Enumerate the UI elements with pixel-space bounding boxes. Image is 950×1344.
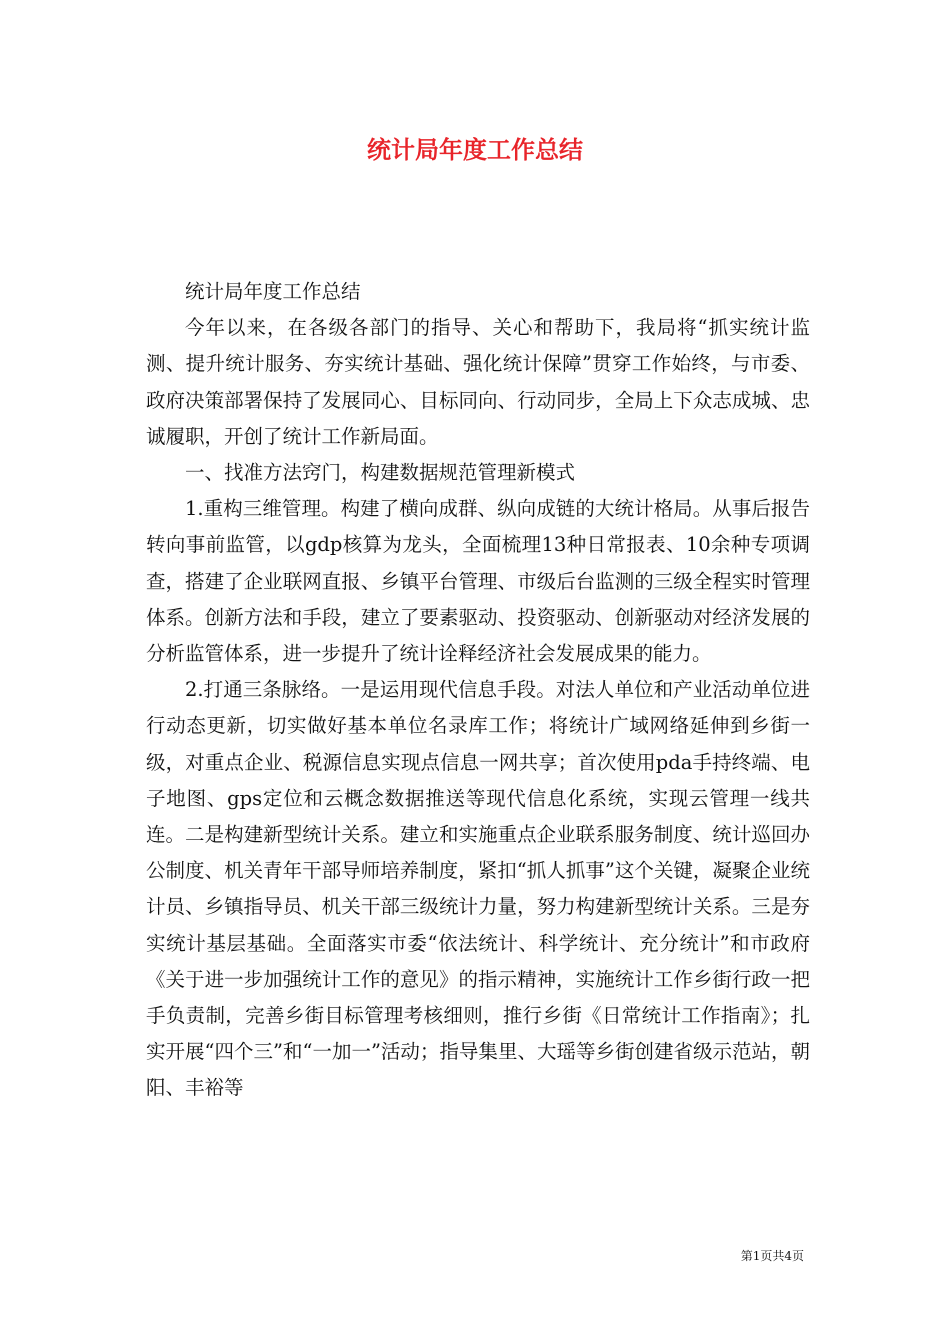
- paragraph-item-1: 1.重构三维管理。构建了横向成群、纵向成链的大统计格局。从事后报告转向事前监管，以gdp核算为龙头，全面梳理13种日常报表、10余种专项调查，搭建了企业联网直报、乡镇平台管理、市级后台监测的三级全程实时管理体系。创新方法和手段，建立了要素驱动、投资驱动、创新驱动对经济发展的分析监管体系，进一步提升了统计诠释经济社会发展成果的能力。: [146, 497, 810, 666]
- page-number: 第1页共4页: [740, 1249, 804, 1263]
- document-title: 统计局年度工作总结: [367, 136, 583, 164]
- section-heading-1: 一、找准方法窍门，构建数据规范管理新模式: [185, 461, 576, 485]
- body-heading: 统计局年度工作总结: [185, 280, 361, 303]
- document-body: [146, 274, 810, 1107]
- paragraph-intro: 今年以来，在各级各部门的指导、关心和帮助下，我局将“抓实统计监测、提升统计服务、夯实统计基础、强化统计保障”贯穿工作始终，与市委、政府决策部署保持了发展同心、目标同向、行动同步，全局上下众志成城、忠诚履职，开创了统计工作新局面。: [146, 316, 810, 448]
- paragraph-item-2: 2.打通三条脉络。一是运用现代信息手段。对法人单位和产业活动单位进行动态更新，切实做好基本单位名录库工作；将统计广域网络延伸到乡街一级，对重点企业、税源信息实现点信息一网共享；首次使用pda手持终端、电子地图、gps定位和云概念数据推送等现代信息化系统，实现云管理一线共连。二是构建新型统计关系。建立和实施重点企业联系服务制度、统计巡回办公制度、机关青年干部导师培养制度，紧扣“抓人抓事”这个关键，凝聚企业统计员、乡镇指导员、机关干部三级统计力量，努力构建新型统计关系。三是夯实统计基层基础。全面落实市委“依法统计、科学统计、充分统计”和市政府《关于进一步加强统计工作的意见》的指示精神，实施统计工作乡街行政一把手负责制，完善乡街目标管理考核细则，推行乡街《日常统计工作指南》；扎实开展“四个三”和“一加一”活动；指导集里、大瑶等乡街创建省级示范站，朝阳、丰裕等: [146, 678, 810, 1100]
